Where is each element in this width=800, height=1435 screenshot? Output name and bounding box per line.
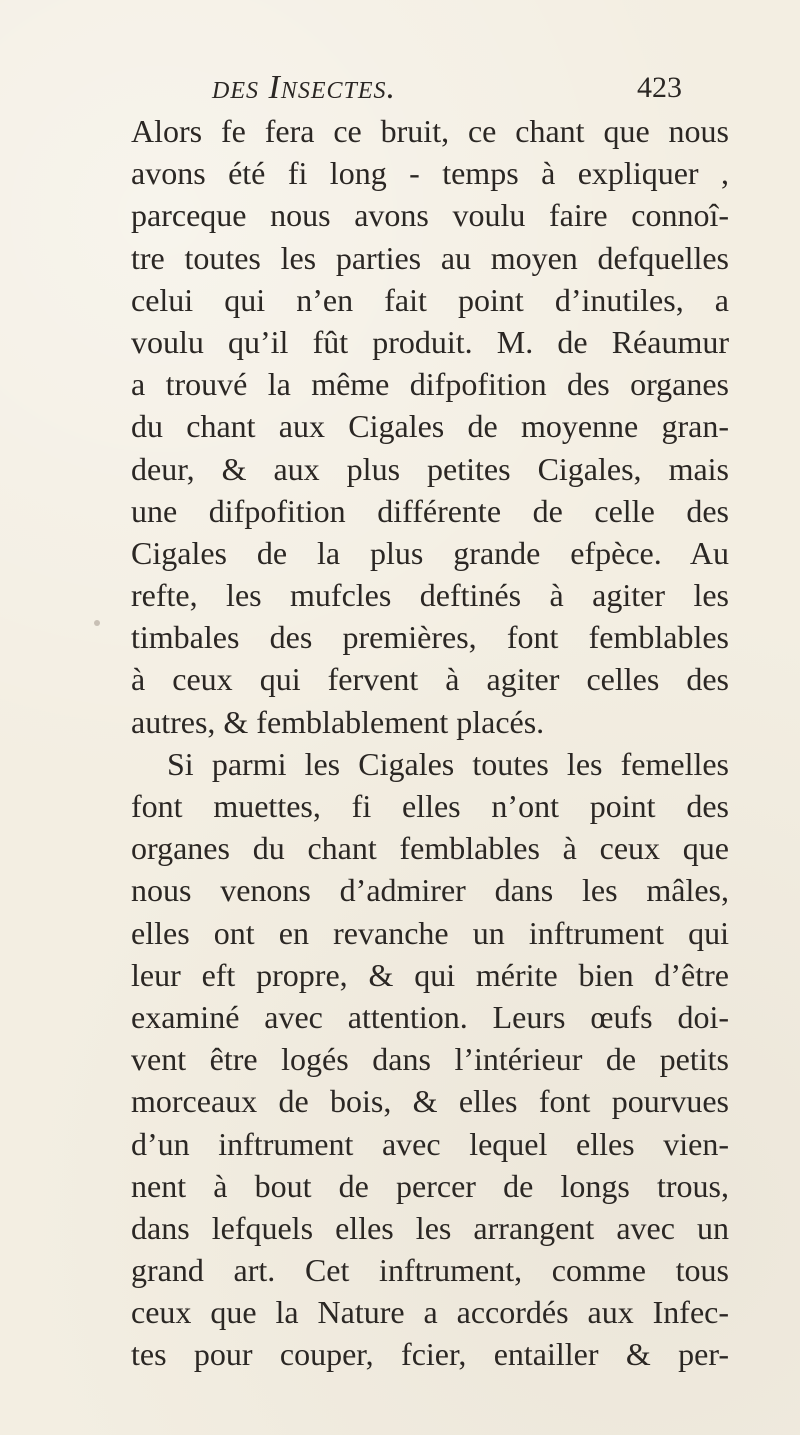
text-line: à ceux qui fervent à agiter celles des <box>131 661 729 698</box>
text-line: morceaux de bois, & elles font pourvues <box>131 1083 729 1120</box>
text-line: font muettes, fi elles n’ont point des <box>131 788 729 824</box>
text-line: grand art. Cet inftrument, comme tous <box>131 1252 729 1289</box>
text-line: autres, & femblablement placés. <box>131 703 545 740</box>
text-line: dans lefquels elles les arrangent avec un <box>131 1209 729 1246</box>
text-line: deur, & aux plus petites Cigales, mais <box>131 450 729 487</box>
text-line: examiné avec attention. Leurs œufs doi- <box>131 998 729 1035</box>
text-line: celui qui n’en fait point d’inutiles, a <box>131 281 729 318</box>
text-line: d’un inftrument avec lequel elles vien- <box>131 1125 729 1162</box>
text-line: du chant aux Cigales de moyenne gran- <box>131 408 729 445</box>
text-line: une difpofition différente de celle des <box>131 492 729 529</box>
text-line: a trouvé la même difpofition des organes <box>131 366 729 403</box>
text-line: refte, les mufcles deftinés à agiter les <box>131 577 729 614</box>
running-title: des Insectes. <box>212 69 396 106</box>
text-line: avons été fi long - temps à expliquer , <box>131 155 729 192</box>
text-line: Si parmi les Cigales toutes les femelles <box>167 745 729 782</box>
running-header <box>212 68 682 108</box>
text-line: leur eft propre, & qui mérite bien d’être <box>131 956 729 993</box>
text-line: parceque nous avons voulu faire connoî- <box>131 197 729 234</box>
text-line: organes du chant femblables à ceux que <box>131 830 729 867</box>
text-line: tes pour couper, fcier, entailler & per- <box>131 1336 729 1373</box>
page-number: 423 <box>637 71 682 104</box>
paper-speck <box>94 620 100 626</box>
text-line: vent être logés dans l’intérieur de petits <box>131 1041 729 1078</box>
text-line: voulu qu’il fût produit. M. de Réaumur <box>131 323 729 360</box>
text-line: Cigales de la plus grande efpèce. Au <box>131 534 729 571</box>
text-line: elles ont en revanche un inftrument qui <box>131 914 729 951</box>
text-line: nous venons d’admirer dans les mâles, <box>131 872 729 909</box>
text-line: tre toutes les parties au moyen defquelles <box>131 239 729 276</box>
text-line: Alors fe fera ce bruit, ce chant que nous <box>131 113 729 149</box>
body-text <box>131 110 729 1376</box>
text-line: ceux que la Nature a accordés aux Infec- <box>131 1294 729 1331</box>
text-line: timbales des premières, font femblables <box>131 619 729 656</box>
text-line: nent à bout de percer de longs trous, <box>131 1167 729 1204</box>
